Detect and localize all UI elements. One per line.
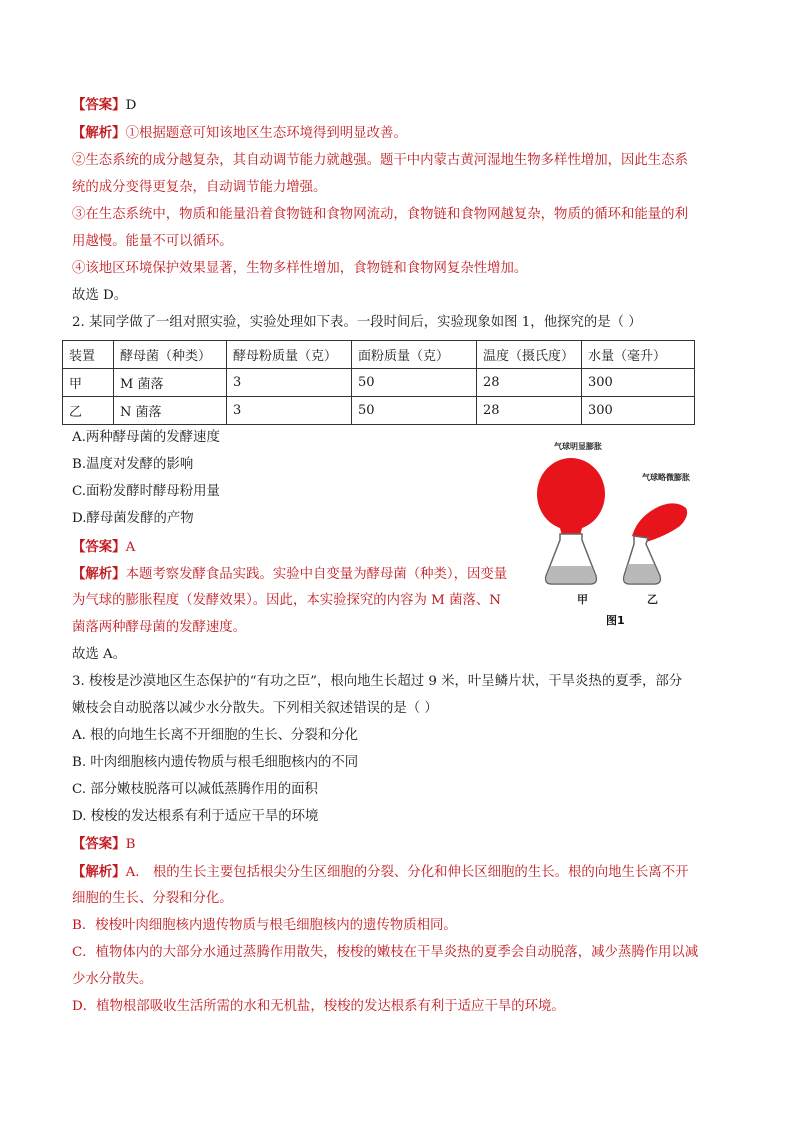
figure-label-right: 气球略微膨胀 [642,473,690,482]
q3-stem-line-2: 嫩枝会自动脱落以减少水分散失。下列相关叙述错误的是（ ） [72,701,438,716]
q1-conclusion: 故选 D。 [72,288,128,303]
table-cell: 50 [352,397,477,425]
table-cell: 乙 [63,397,114,425]
q2-option-b: B.温度对发酵的影响 [72,457,194,472]
q3-analysis-line-3: B．梭梭叶肉细胞核内遗传物质与根毛细胞核内的遗传物质相同。 [72,918,457,933]
q1-analysis-line-5: 用越慢。能量不可以循环。 [72,234,233,249]
flask-left-shape [546,534,597,584]
flask-illustration [520,436,730,596]
q2-stem: 2. 某同学做了一组对照实验，实验处理如下表。一段时间后，实验现象如图 1，他探究的是（ ） [72,315,642,330]
inflated-balloon [537,458,605,536]
q3-answer-line [72,835,135,854]
q3-analysis-line-2: 细胞的生长、分裂和分化。 [72,891,233,906]
answer-tag: 【答案】 [72,97,126,113]
q2-conclusion: 故选 A。 [72,647,127,662]
table-cell: 3 [227,397,352,425]
answer-value: B [125,837,136,852]
analysis-tag: 【解析】 [72,125,126,141]
q3-option-a: A. 根的向地生长离不开细胞的生长、分裂和分化 [72,728,358,743]
table-row [63,369,695,397]
table-cell: 50 [352,369,477,397]
table-header-cell: 面粉质量（克） [352,341,477,369]
q3-analysis-line-6: D．植物根部吸收生活所需的水和无机盐，梭梭的发达根系有利于适应干旱的环境。 [72,999,565,1014]
q1-analysis-line-6: ④该地区环境保护效果显著，生物多样性增加，食物链和食物网复杂性增加。 [72,261,528,276]
analysis-text: 本题考察发酵食品实践。实验中自变量为酵母菌（种类），因变量 [125,567,508,582]
flask-right-shape [624,536,661,584]
q2-option-d: D.酵母菌发酵的产物 [72,511,194,526]
q3-option-b: B. 叶肉细胞核内遗传物质与根毛细胞核内的不同 [72,755,359,770]
q2-option-a: A.两种酵母菌的发酵速度 [72,430,220,445]
figure-1 [520,436,730,636]
figure-label-left: 气球明显膨胀 [554,442,602,451]
q3-stem-line-1: 3. 梭梭是沙漠地区生态保护的“有功之臣”，根向地生长超过 9 米，叶呈鳞片状，干旱炎热的夏季，部分 [72,674,683,689]
answer-value: D [125,98,137,113]
q3-option-d: D. 梭梭的发达根系有利于适应干旱的环境 [72,809,319,824]
q1-analysis-line-2: ②生态系统的成分越复杂，其自动调节能力就越强。题干中内蒙古黄河湿地生物多样性增加，因此生态系 [72,153,688,168]
table-cell: 300 [582,369,695,397]
q1-answer-line [72,96,136,115]
q2-option-c: C.面粉发酵时酵母粉用量 [72,484,220,499]
q2-analysis-line-3: 菌落两种酵母菌的发酵速度。 [72,620,247,635]
table-header-cell: 温度（摄氏度） [477,341,582,369]
answer-tag: 【答案】 [72,539,126,555]
table-cell: M 菌落 [114,369,227,397]
q1-analysis-line-1 [72,124,407,143]
q3-analysis-line-5: 少水分散失。 [72,972,153,987]
q1-analysis-line-4: ③在生态系统中，物质和能量沿着食物链和食物网流动，食物链和食物网越复杂，物质的循环和能量的利 [72,207,688,222]
q1-analysis-line-3: 统的成分变得更复杂，自动调节能力增强。 [72,180,327,195]
analysis-tag: 【解析】 [72,566,126,582]
q2-answer-line [72,538,135,557]
table-row [63,397,695,425]
answer-tag: 【答案】 [72,836,126,852]
q2-analysis-line-2: 为气球的膨胀程度（发酵效果）。因此，本实验探究的内容为 M 菌落、N [72,593,501,608]
table-cell: N 菌落 [114,397,227,425]
experiment-table [62,340,695,425]
table-cell: 300 [582,397,695,425]
table-cell: 甲 [63,369,114,397]
flask-right-label: 乙 [647,593,658,606]
figure-caption: 图1 [606,614,625,627]
table-cell: 28 [477,369,582,397]
table-cell: 28 [477,397,582,425]
table-header-cell: 酵母菌（种类） [114,341,227,369]
q3-analysis-line-1 [72,863,689,882]
q2-analysis-line-1 [72,565,507,584]
table-header-cell: 酵母粉质量（克） [227,341,352,369]
table-header-cell: 水量（毫升） [582,341,695,369]
table-header-row [63,341,695,369]
table-header-cell: 装置 [63,341,114,369]
table-cell: 3 [227,369,352,397]
analysis-text: ①根据题意可知该地区生态环境得到明显改善。 [125,126,407,141]
analysis-text: A． 根的生长主要包括根尖分生区细胞的分裂、分化和伸长区细胞的生长。根的向地生长离不开 [125,865,689,880]
analysis-tag: 【解析】 [72,864,126,880]
q3-option-c: C. 部分嫩枝脱落可以减低蒸腾作用的面积 [72,782,318,797]
flask-left-label: 甲 [577,593,588,606]
answer-value: A [125,540,136,555]
q3-analysis-line-4: C．植物体内的大部分水通过蒸腾作用散失，梭梭的嫩枝在干旱炎热的夏季会自动脱落，减少蒸腾作用以减 [72,945,699,960]
